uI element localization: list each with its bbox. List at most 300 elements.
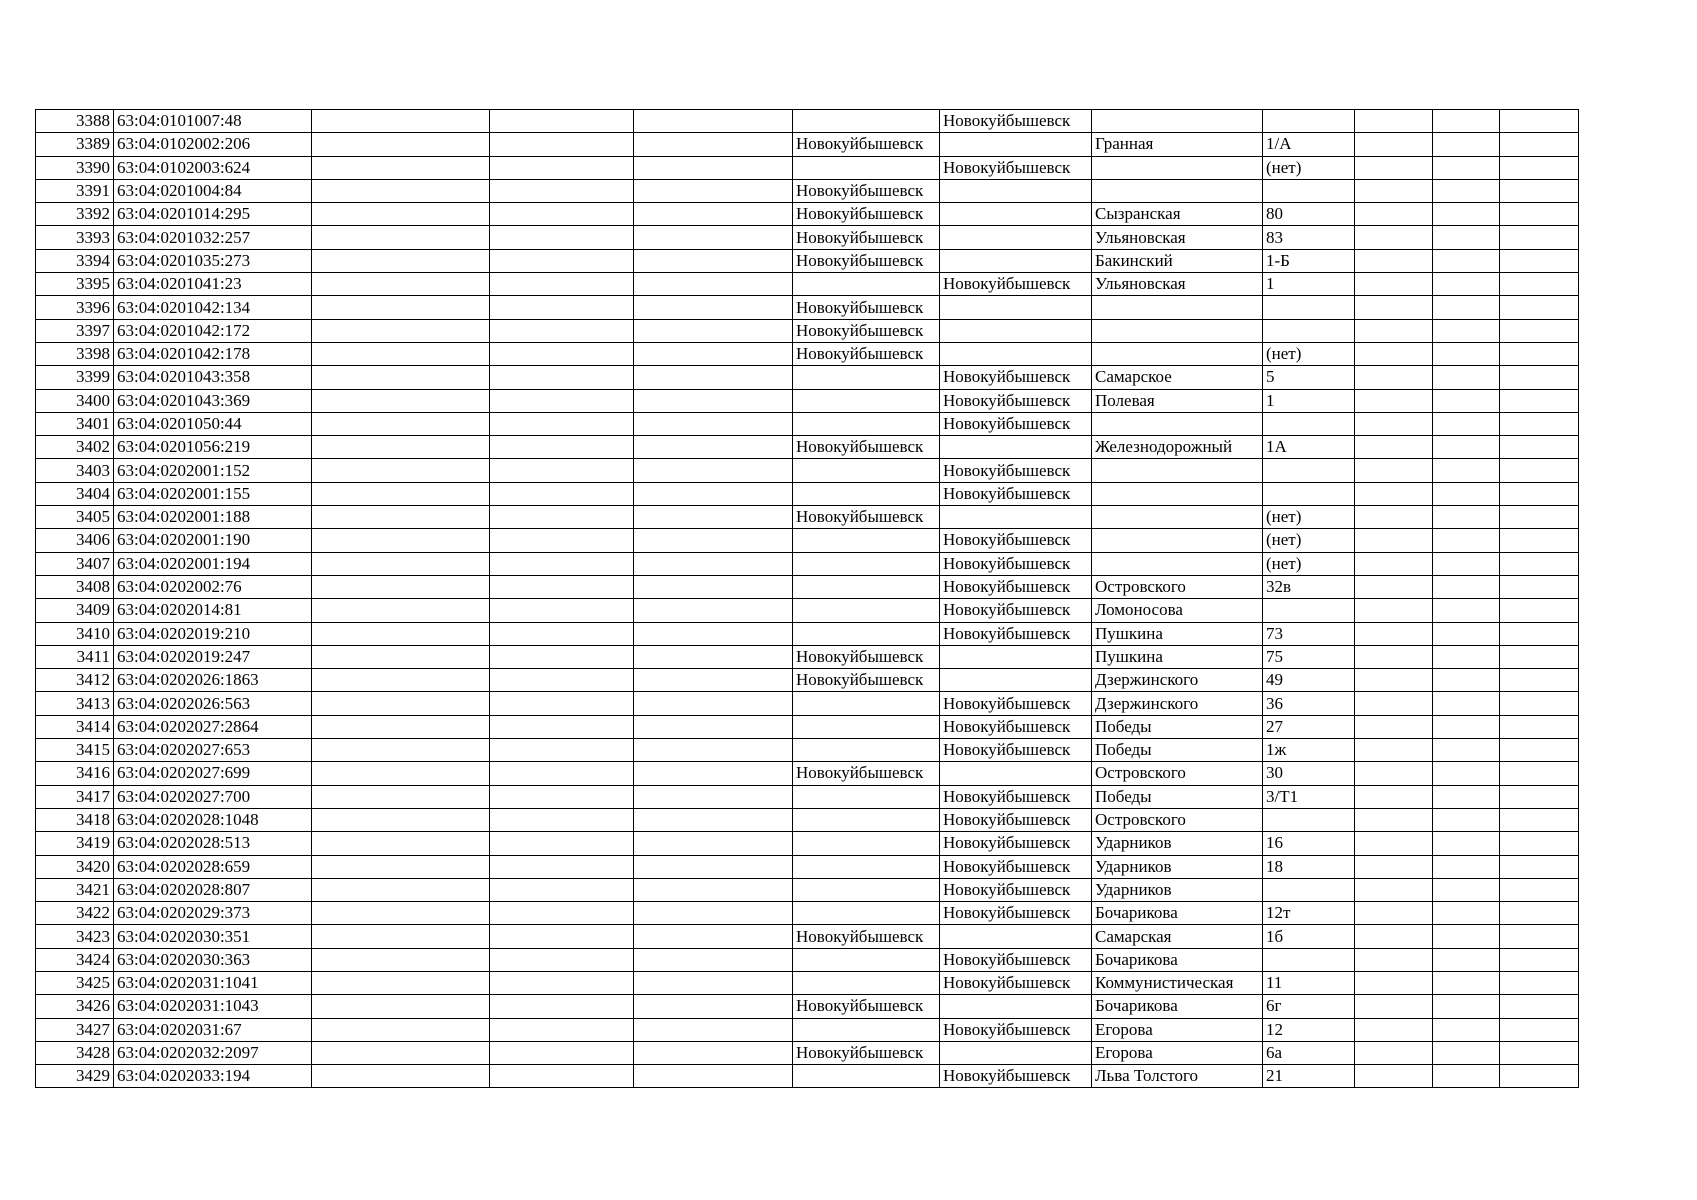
cell-settlement-a: [793, 529, 940, 552]
cell-col-11: [1433, 1065, 1500, 1088]
cell-col-11: [1433, 715, 1500, 738]
table-row: [36, 692, 1579, 715]
cell-col-3: [312, 622, 490, 645]
cell-street: [1092, 459, 1263, 482]
cell-col-10: [1355, 739, 1433, 762]
cell-cadastral-number: 63:04:0202001:155: [114, 482, 312, 505]
cell-col-12: [1500, 948, 1579, 971]
cell-col-3: [312, 902, 490, 925]
cell-col-12: [1500, 133, 1579, 156]
cell-row-number: 3396: [36, 296, 114, 319]
cell-col-4: [490, 739, 634, 762]
cell-col-11: [1433, 575, 1500, 598]
cell-col-4: [490, 436, 634, 459]
cell-street: Дзержинского: [1092, 669, 1263, 692]
cell-col-12: [1500, 971, 1579, 994]
cell-house-number: [1263, 319, 1355, 342]
cell-street: [1092, 296, 1263, 319]
cell-street: Пушкина: [1092, 645, 1263, 668]
cell-col-4: [490, 808, 634, 831]
cell-col-3: [312, 855, 490, 878]
cell-col-11: [1433, 319, 1500, 342]
cell-cadastral-number: 63:04:0201043:358: [114, 366, 312, 389]
cell-col-5: [634, 622, 793, 645]
cell-settlement-b: Новокуйбышевск: [940, 948, 1092, 971]
cell-col-4: [490, 645, 634, 668]
cell-street: Победы: [1092, 785, 1263, 808]
cell-row-number: 3414: [36, 715, 114, 738]
cell-settlement-b: [940, 179, 1092, 202]
table-row: [36, 156, 1579, 179]
cell-house-number: 1/А: [1263, 133, 1355, 156]
cell-cadastral-number: 63:04:0201035:273: [114, 249, 312, 272]
cell-col-10: [1355, 599, 1433, 622]
cell-col-5: [634, 739, 793, 762]
table-row: [36, 832, 1579, 855]
cell-row-number: 3403: [36, 459, 114, 482]
cell-col-12: [1500, 599, 1579, 622]
cell-settlement-a: [793, 552, 940, 575]
cell-col-11: [1433, 342, 1500, 365]
cell-settlement-a: Новокуйбышевск: [793, 1041, 940, 1064]
cell-col-5: [634, 855, 793, 878]
cell-col-4: [490, 319, 634, 342]
cell-col-12: [1500, 179, 1579, 202]
cell-settlement-a: Новокуйбышевск: [793, 645, 940, 668]
cell-col-12: [1500, 645, 1579, 668]
cell-street: [1092, 110, 1263, 133]
cell-street: Победы: [1092, 739, 1263, 762]
cell-col-4: [490, 948, 634, 971]
cell-cadastral-number: 63:04:0201056:219: [114, 436, 312, 459]
cell-col-4: [490, 366, 634, 389]
cell-settlement-b: Новокуйбышевск: [940, 552, 1092, 575]
cell-col-4: [490, 203, 634, 226]
cell-col-5: [634, 1018, 793, 1041]
cell-cadastral-number: 63:04:0102002:206: [114, 133, 312, 156]
cell-settlement-b: [940, 925, 1092, 948]
cell-col-11: [1433, 436, 1500, 459]
cell-row-number: 3395: [36, 273, 114, 296]
cell-street: [1092, 506, 1263, 529]
cell-col-4: [490, 296, 634, 319]
table-row: [36, 1018, 1579, 1041]
cell-street: Пушкина: [1092, 622, 1263, 645]
cell-settlement-b: [940, 762, 1092, 785]
cell-cadastral-number: 63:04:0201050:44: [114, 412, 312, 435]
cell-settlement-b: [940, 506, 1092, 529]
cell-row-number: 3405: [36, 506, 114, 529]
cell-col-10: [1355, 459, 1433, 482]
cell-cadastral-number: 63:04:0202030:351: [114, 925, 312, 948]
cell-col-12: [1500, 342, 1579, 365]
cell-col-11: [1433, 925, 1500, 948]
cell-settlement-a: Новокуйбышевск: [793, 925, 940, 948]
cell-col-5: [634, 273, 793, 296]
table-row: [36, 529, 1579, 552]
cell-house-number: 1б: [1263, 925, 1355, 948]
cell-col-11: [1433, 506, 1500, 529]
cell-settlement-b: Новокуйбышевск: [940, 529, 1092, 552]
cell-cadastral-number: 63:04:0202014:81: [114, 599, 312, 622]
cell-settlement-a: [793, 366, 940, 389]
cell-col-11: [1433, 412, 1500, 435]
cell-col-5: [634, 575, 793, 598]
table-row: [36, 319, 1579, 342]
cell-cadastral-number: 63:04:0202027:653: [114, 739, 312, 762]
cell-col-5: [634, 529, 793, 552]
cell-settlement-a: [793, 389, 940, 412]
cell-col-5: [634, 971, 793, 994]
cell-col-5: [634, 669, 793, 692]
cell-street: Победы: [1092, 715, 1263, 738]
cell-col-11: [1433, 1018, 1500, 1041]
cell-house-number: 1: [1263, 389, 1355, 412]
cell-settlement-b: Новокуйбышевск: [940, 110, 1092, 133]
cell-col-5: [634, 389, 793, 412]
cell-col-12: [1500, 459, 1579, 482]
cell-settlement-a: [793, 156, 940, 179]
table-row: [36, 739, 1579, 762]
cell-col-4: [490, 832, 634, 855]
cell-row-number: 3412: [36, 669, 114, 692]
cell-cadastral-number: 63:04:0202031:1043: [114, 995, 312, 1018]
cell-col-4: [490, 599, 634, 622]
cell-house-number: 16: [1263, 832, 1355, 855]
cell-settlement-a: Новокуйбышевск: [793, 762, 940, 785]
cell-settlement-b: Новокуйбышевск: [940, 156, 1092, 179]
cell-col-3: [312, 995, 490, 1018]
cell-col-3: [312, 203, 490, 226]
cell-col-11: [1433, 622, 1500, 645]
cell-col-5: [634, 878, 793, 901]
cell-cadastral-number: 63:04:0202001:188: [114, 506, 312, 529]
cell-settlement-b: Новокуйбышевск: [940, 785, 1092, 808]
cell-col-10: [1355, 342, 1433, 365]
cell-row-number: 3408: [36, 575, 114, 598]
cell-col-5: [634, 482, 793, 505]
cell-col-5: [634, 179, 793, 202]
cell-col-3: [312, 249, 490, 272]
cell-col-3: [312, 925, 490, 948]
cell-col-4: [490, 133, 634, 156]
cell-col-12: [1500, 482, 1579, 505]
cell-col-10: [1355, 832, 1433, 855]
cell-col-11: [1433, 902, 1500, 925]
cell-col-10: [1355, 506, 1433, 529]
cell-col-10: [1355, 436, 1433, 459]
cell-street: Льва Толстого: [1092, 1065, 1263, 1088]
cell-settlement-b: [940, 645, 1092, 668]
cell-col-11: [1433, 808, 1500, 831]
cell-settlement-a: Новокуйбышевск: [793, 506, 940, 529]
cell-col-3: [312, 366, 490, 389]
cell-col-10: [1355, 389, 1433, 412]
cell-col-12: [1500, 319, 1579, 342]
cell-col-10: [1355, 1041, 1433, 1064]
cell-col-11: [1433, 739, 1500, 762]
cell-col-11: [1433, 366, 1500, 389]
cell-col-12: [1500, 1041, 1579, 1064]
cell-house-number: 3/Т1: [1263, 785, 1355, 808]
cell-settlement-a: Новокуйбышевск: [793, 203, 940, 226]
cell-col-11: [1433, 203, 1500, 226]
cell-col-3: [312, 133, 490, 156]
cell-cadastral-number: 63:04:0202032:2097: [114, 1041, 312, 1064]
cell-settlement-b: Новокуйбышевск: [940, 482, 1092, 505]
cell-col-12: [1500, 692, 1579, 715]
cell-settlement-a: [793, 273, 940, 296]
cell-street: [1092, 552, 1263, 575]
cell-col-3: [312, 389, 490, 412]
table-row: [36, 645, 1579, 668]
cell-row-number: 3404: [36, 482, 114, 505]
cell-col-5: [634, 902, 793, 925]
cell-col-10: [1355, 179, 1433, 202]
cell-house-number: (нет): [1263, 506, 1355, 529]
cell-col-4: [490, 529, 634, 552]
cell-row-number: 3427: [36, 1018, 114, 1041]
cell-house-number: 32в: [1263, 575, 1355, 598]
cell-col-11: [1433, 156, 1500, 179]
cell-col-10: [1355, 622, 1433, 645]
cell-col-5: [634, 296, 793, 319]
cell-col-5: [634, 133, 793, 156]
cell-col-4: [490, 412, 634, 435]
table-row: [36, 296, 1579, 319]
cell-settlement-b: Новокуйбышевск: [940, 832, 1092, 855]
cell-cadastral-number: 63:04:0202019:210: [114, 622, 312, 645]
cell-col-11: [1433, 1041, 1500, 1064]
cell-house-number: 18: [1263, 855, 1355, 878]
cell-row-number: 3391: [36, 179, 114, 202]
cell-col-5: [634, 1065, 793, 1088]
cell-street: [1092, 529, 1263, 552]
cell-col-3: [312, 948, 490, 971]
table-row: [36, 203, 1579, 226]
cell-col-4: [490, 785, 634, 808]
cell-col-10: [1355, 575, 1433, 598]
cell-col-10: [1355, 855, 1433, 878]
table-row: [36, 599, 1579, 622]
cell-col-12: [1500, 995, 1579, 1018]
cell-row-number: 3407: [36, 552, 114, 575]
table-row: [36, 506, 1579, 529]
table-row: [36, 436, 1579, 459]
cell-house-number: 1ж: [1263, 739, 1355, 762]
cell-street: [1092, 342, 1263, 365]
cell-col-10: [1355, 412, 1433, 435]
cell-row-number: 3429: [36, 1065, 114, 1088]
cell-row-number: 3392: [36, 203, 114, 226]
cell-col-5: [634, 645, 793, 668]
cell-col-4: [490, 878, 634, 901]
cell-settlement-b: Новокуйбышевск: [940, 599, 1092, 622]
cell-settlement-a: Новокуйбышевск: [793, 319, 940, 342]
cell-street: Островского: [1092, 808, 1263, 831]
cell-col-11: [1433, 389, 1500, 412]
cell-row-number: 3415: [36, 739, 114, 762]
cell-col-12: [1500, 715, 1579, 738]
cell-settlement-b: Новокуйбышевск: [940, 808, 1092, 831]
cell-cadastral-number: 63:04:0201043:369: [114, 389, 312, 412]
cell-row-number: 3410: [36, 622, 114, 645]
cell-col-4: [490, 622, 634, 645]
cell-col-11: [1433, 645, 1500, 668]
cell-house-number: [1263, 110, 1355, 133]
cell-street: [1092, 319, 1263, 342]
cell-col-11: [1433, 552, 1500, 575]
cell-cadastral-number: 63:04:0202026:563: [114, 692, 312, 715]
cell-col-3: [312, 971, 490, 994]
cell-cadastral-number: 63:04:0102003:624: [114, 156, 312, 179]
table-row: [36, 715, 1579, 738]
cell-cadastral-number: 63:04:0202001:190: [114, 529, 312, 552]
cell-settlement-a: [793, 948, 940, 971]
cell-col-3: [312, 226, 490, 249]
table-row: [36, 995, 1579, 1018]
cell-settlement-a: [793, 739, 940, 762]
table-row: [36, 575, 1579, 598]
cell-settlement-a: [793, 622, 940, 645]
cell-col-10: [1355, 645, 1433, 668]
cell-house-number: [1263, 459, 1355, 482]
cell-col-5: [634, 692, 793, 715]
cell-col-12: [1500, 669, 1579, 692]
cell-street: Самарское: [1092, 366, 1263, 389]
cell-col-5: [634, 203, 793, 226]
cell-col-10: [1355, 226, 1433, 249]
cell-col-3: [312, 715, 490, 738]
cell-col-5: [634, 599, 793, 622]
cell-settlement-b: Новокуйбышевск: [940, 575, 1092, 598]
cell-col-10: [1355, 319, 1433, 342]
cell-settlement-b: [940, 342, 1092, 365]
cell-settlement-b: [940, 226, 1092, 249]
table-row: [36, 273, 1579, 296]
cell-col-3: [312, 273, 490, 296]
cell-cadastral-number: 63:04:0202027:699: [114, 762, 312, 785]
table-row: [36, 902, 1579, 925]
cell-street: Полевая: [1092, 389, 1263, 412]
cell-settlement-b: Новокуйбышевск: [940, 412, 1092, 435]
cell-settlement-b: Новокуйбышевск: [940, 1018, 1092, 1041]
cell-street: Железнодорожный: [1092, 436, 1263, 459]
cell-col-11: [1433, 692, 1500, 715]
cell-settlement-b: Новокуйбышевск: [940, 622, 1092, 645]
cell-settlement-a: Новокуйбышевск: [793, 226, 940, 249]
cell-house-number: [1263, 412, 1355, 435]
cell-col-11: [1433, 948, 1500, 971]
cell-col-4: [490, 1018, 634, 1041]
cell-col-10: [1355, 203, 1433, 226]
cell-cadastral-number: 63:04:0202031:1041: [114, 971, 312, 994]
cell-settlement-b: [940, 319, 1092, 342]
cell-col-11: [1433, 669, 1500, 692]
table-row: [36, 948, 1579, 971]
cell-house-number: 1А: [1263, 436, 1355, 459]
registry-table: [35, 109, 1579, 1088]
cell-street: Егорова: [1092, 1041, 1263, 1064]
cell-row-number: 3423: [36, 925, 114, 948]
cell-settlement-a: [793, 412, 940, 435]
cell-col-3: [312, 552, 490, 575]
cell-settlement-b: Новокуйбышевск: [940, 715, 1092, 738]
cell-col-3: [312, 1065, 490, 1088]
cell-street: Ульяновская: [1092, 273, 1263, 296]
cell-col-10: [1355, 669, 1433, 692]
cell-col-12: [1500, 296, 1579, 319]
table-row: [36, 808, 1579, 831]
cell-col-12: [1500, 552, 1579, 575]
cell-cadastral-number: 63:04:0201042:172: [114, 319, 312, 342]
table-body: [36, 110, 1579, 1088]
cell-street: Коммунистическая: [1092, 971, 1263, 994]
cell-cadastral-number: 63:04:0202033:194: [114, 1065, 312, 1088]
cell-col-11: [1433, 296, 1500, 319]
cell-cadastral-number: 63:04:0101007:48: [114, 110, 312, 133]
cell-col-4: [490, 902, 634, 925]
cell-col-11: [1433, 459, 1500, 482]
cell-col-12: [1500, 529, 1579, 552]
cell-col-10: [1355, 808, 1433, 831]
cell-col-3: [312, 599, 490, 622]
cell-col-12: [1500, 622, 1579, 645]
cell-street: Бочарикова: [1092, 995, 1263, 1018]
cell-row-number: 3428: [36, 1041, 114, 1064]
cell-col-5: [634, 366, 793, 389]
cell-settlement-a: [793, 832, 940, 855]
cell-street: Ударников: [1092, 832, 1263, 855]
cell-col-4: [490, 669, 634, 692]
cell-settlement-b: [940, 249, 1092, 272]
cell-col-10: [1355, 925, 1433, 948]
table-row: [36, 669, 1579, 692]
cell-col-5: [634, 249, 793, 272]
cell-street: Островского: [1092, 575, 1263, 598]
cell-col-12: [1500, 1018, 1579, 1041]
cell-col-10: [1355, 482, 1433, 505]
cell-col-3: [312, 832, 490, 855]
cell-house-number: [1263, 599, 1355, 622]
cell-col-12: [1500, 273, 1579, 296]
cell-house-number: [1263, 878, 1355, 901]
cell-row-number: 3390: [36, 156, 114, 179]
cell-settlement-a: Новокуйбышевск: [793, 342, 940, 365]
cell-settlement-b: Новокуйбышевск: [940, 1065, 1092, 1088]
cell-house-number: 73: [1263, 622, 1355, 645]
cell-row-number: 3400: [36, 389, 114, 412]
cell-col-12: [1500, 412, 1579, 435]
cell-col-10: [1355, 692, 1433, 715]
cell-col-5: [634, 832, 793, 855]
cell-col-12: [1500, 762, 1579, 785]
cell-col-3: [312, 692, 490, 715]
cell-street: [1092, 412, 1263, 435]
cell-row-number: 3426: [36, 995, 114, 1018]
cell-col-12: [1500, 110, 1579, 133]
cell-col-3: [312, 412, 490, 435]
cell-street: [1092, 179, 1263, 202]
cell-house-number: (нет): [1263, 552, 1355, 575]
cell-house-number: [1263, 179, 1355, 202]
cell-settlement-b: [940, 436, 1092, 459]
cell-col-12: [1500, 436, 1579, 459]
cell-col-11: [1433, 273, 1500, 296]
cell-cadastral-number: 63:04:0202001:152: [114, 459, 312, 482]
cell-street: Бакинский: [1092, 249, 1263, 272]
table-row: [36, 459, 1579, 482]
